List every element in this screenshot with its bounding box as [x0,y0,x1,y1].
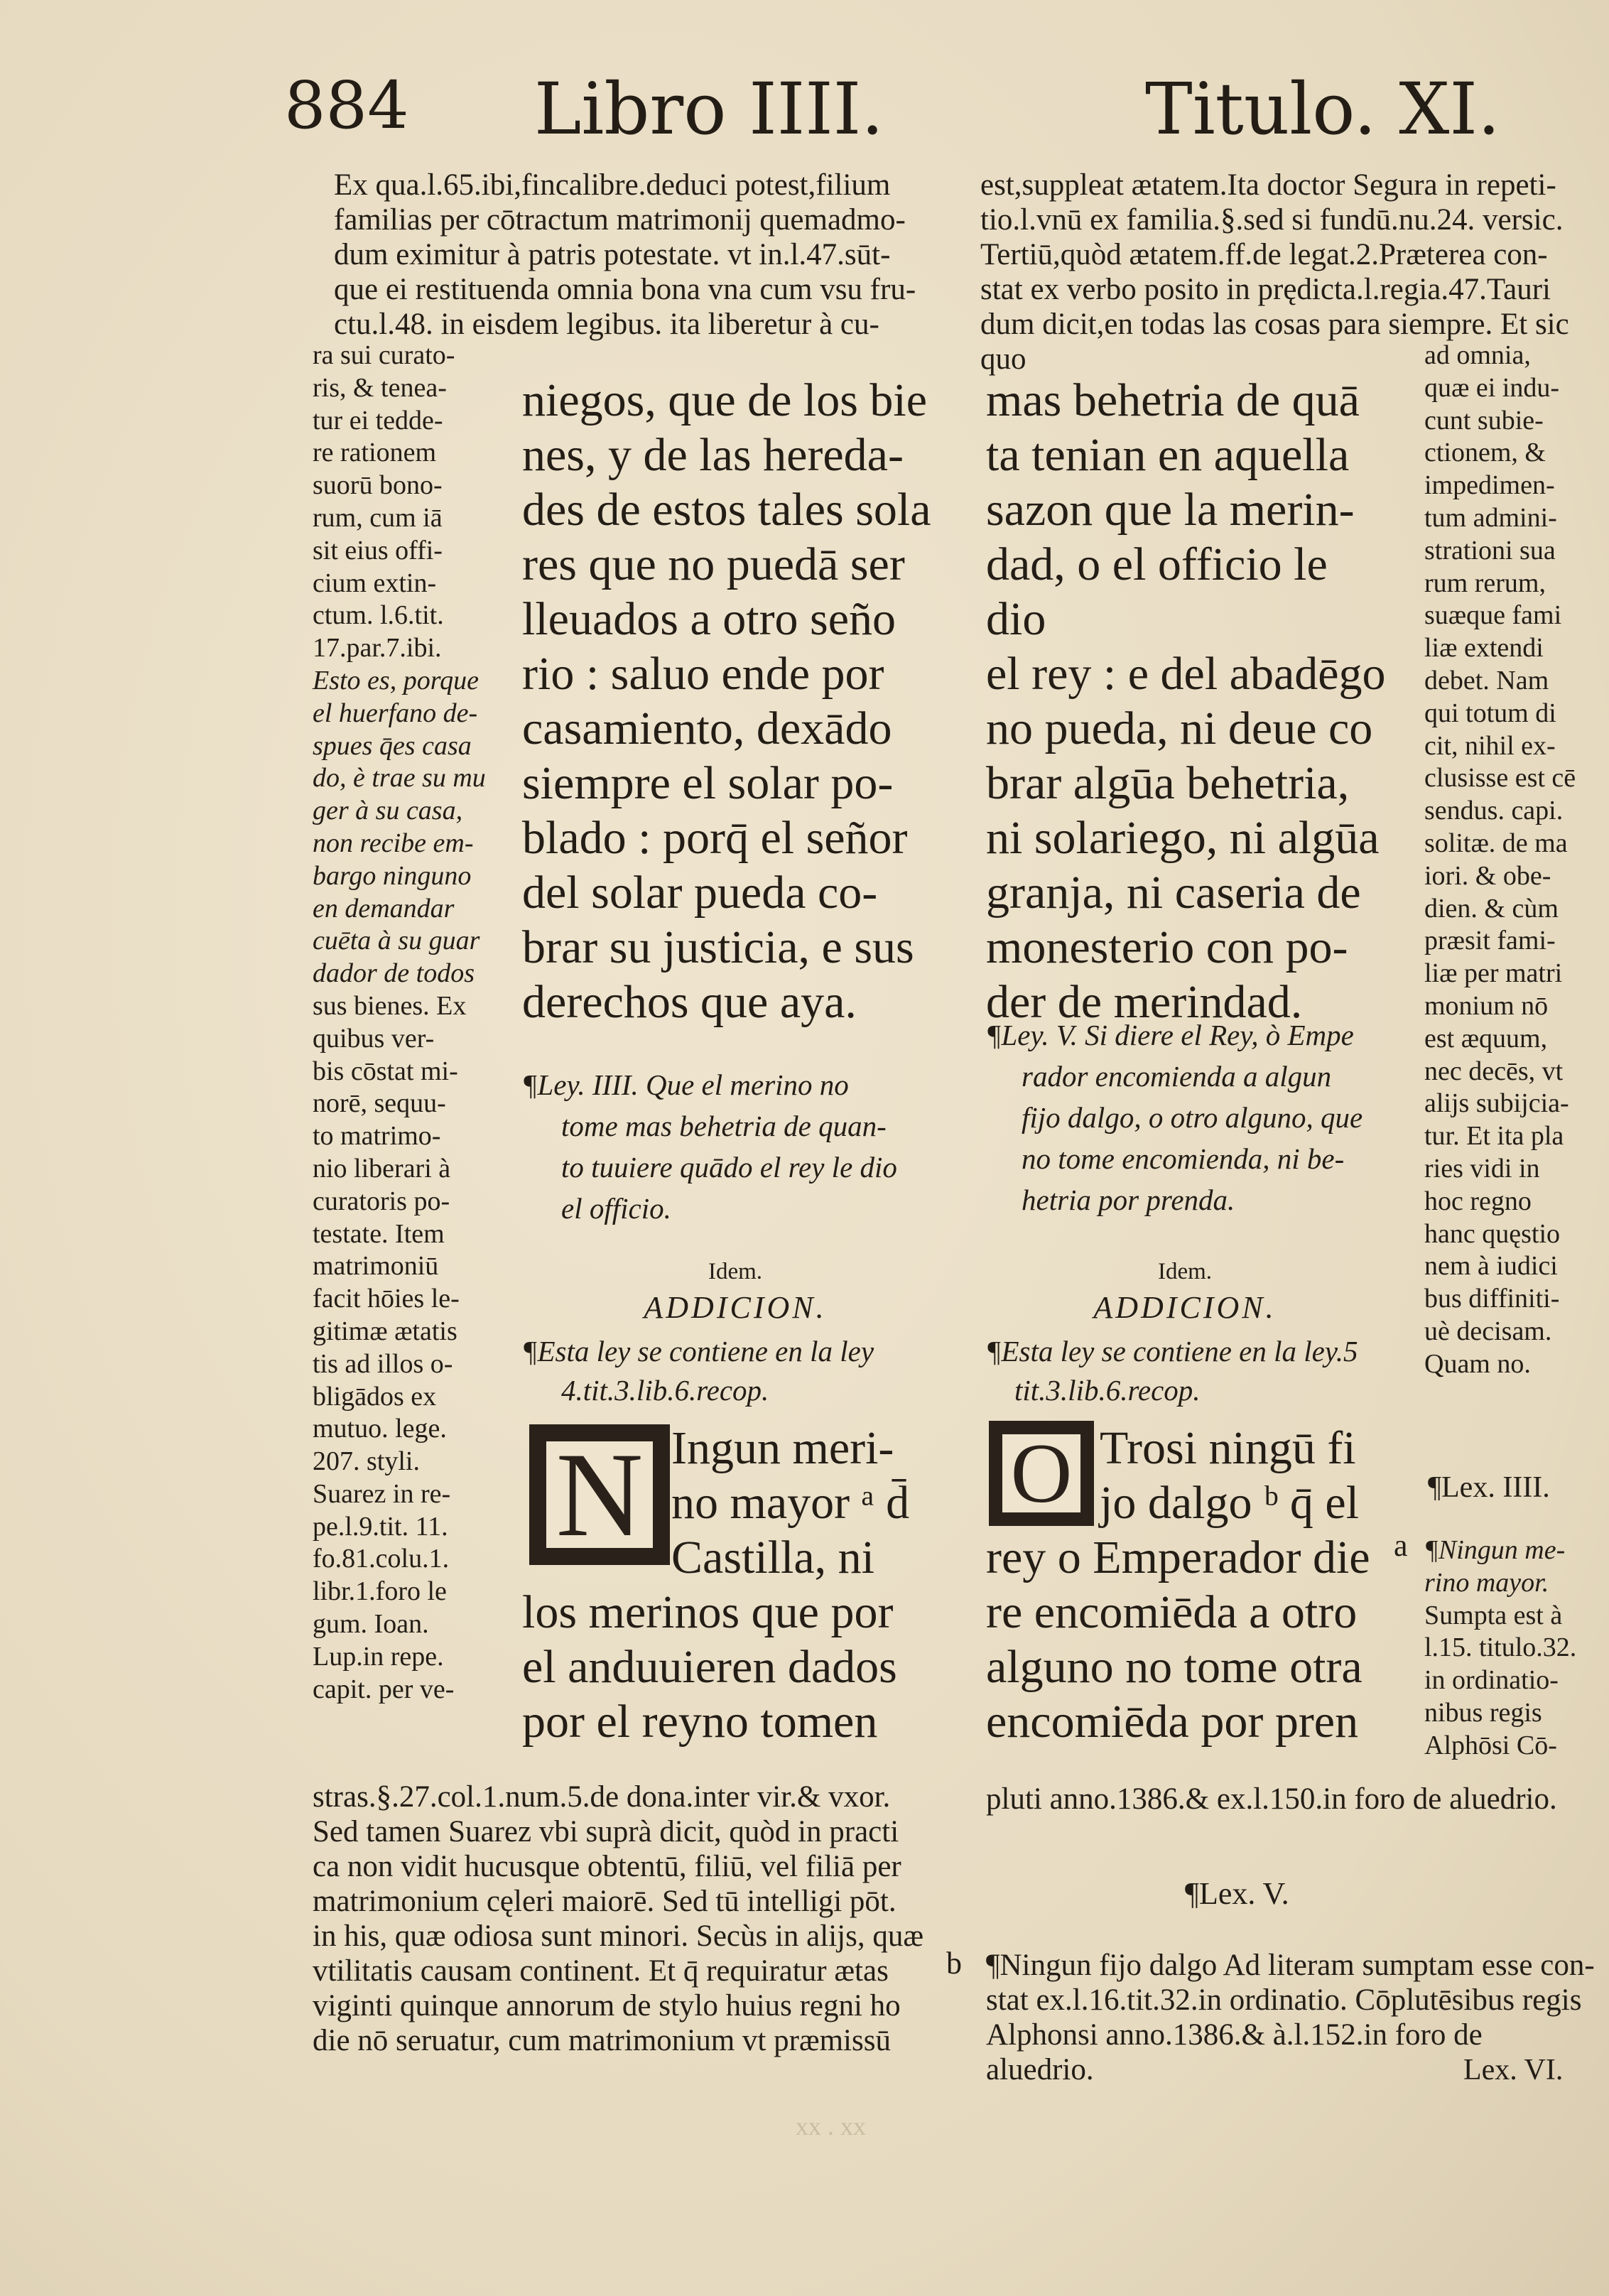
gloss-line: præsit fami- [1424,926,1556,956]
gloss-line: dien. & cùm [1424,893,1559,924]
gloss-line: Esto es, porque [313,665,479,695]
gloss-line: suorū bono- [313,470,443,501]
gloss-line: tis ad illos o- [313,1348,453,1379]
gloss-line: do, è trae su mu [313,763,486,794]
ley4-title [522,1064,948,1229]
ley4-title-line: el officio. [561,1192,671,1225]
gloss-line: nibus regis [1424,1697,1542,1728]
gloss-line: sendus. capi. [1424,796,1564,826]
law-line: Trosi ningū fi [1100,1422,1356,1474]
gloss-line: mutuo. lege. [313,1414,447,1444]
gloss-line: Alphōsi Cō- [1424,1730,1557,1760]
gloss-line: bus diffiniti- [1424,1284,1560,1314]
gloss-line: re rationem [313,438,437,468]
addicion-line: ¶Esta ley se contiene en la ley [522,1335,874,1368]
gloss-line: in his, quæ odiosa sunt minori. Secùs in alijs, quæ [313,1919,924,1953]
gloss-line: qui totum di [1424,698,1556,728]
gloss-right-bottom: pluti anno.1386.& ex.l.150.in foro de aluedrio. [986,1782,1557,1816]
ley4-title-line: to tuuiere quādo el rey le dio [561,1151,897,1184]
gloss-line: spues q̄es casa [313,730,472,761]
law-line: brar algūa behetria, [986,757,1350,809]
ley5-body [986,1421,1412,1749]
gloss-line: quibus ver- [313,1023,435,1054]
gloss-line: l.15. titulo.32. [1424,1632,1577,1663]
law-line: jo dalgo ᵇ q̄ el [1100,1477,1360,1529]
gloss-line: nem à iudici [1424,1251,1558,1282]
law-line: alguno no tome otra [986,1641,1362,1693]
law-line: del solar pueda co- [522,867,878,919]
law-line: niegos, que de los bie [522,374,928,426]
gloss-line: fo.81.colu.1. [313,1544,450,1574]
gloss-right-narrow [1424,340,1595,1381]
ley5-addicion-heading: ADDICION. [1093,1290,1277,1325]
law-line: por el reyno tomen [522,1696,878,1748]
gloss-line: suæque fami [1424,600,1562,631]
law-line: no pueda, ni deue co [986,703,1373,754]
ley5-addicion-text [986,1332,1412,1410]
gloss-line: to matrimo- [313,1121,441,1152]
ley5-title-line: ¶Ley. V. Si diere el Rey, ò Empe [986,1019,1354,1051]
law-line: des de estos tales sola [522,484,931,536]
gloss-line: nio liberari à [313,1153,451,1184]
gloss-line: ¶Ningun me- [1424,1535,1566,1565]
ley5-idem: Idem. [1157,1259,1213,1284]
law-line: siempre el solar po- [522,757,894,809]
gloss-line: stat ex verbo posito in prędicta.l.regia.47.Tauri [980,273,1551,306]
gloss-line: bargo ninguno [313,860,472,891]
law-line: nes, y de las hereda- [522,429,904,481]
gloss-line: norē, sequu- [313,1088,446,1119]
gloss-line: vtilitatis causam continent. Et q̄ requiratur ætas [313,1954,889,1988]
gloss-line: familias per cōtractum matrimonij quemadmo- [334,203,906,237]
law-line: los merinos que por [522,1586,894,1638]
gloss-line: cuēta à su guar [313,926,480,956]
gloss-line: stras.§.27.col.1.num.5.de dona.inter vir.& vxor. [313,1780,891,1814]
law-line: el anduuieren dados [522,1641,897,1693]
gloss-line: strationi sua [1424,535,1556,565]
footnote-marker-b: b [946,1946,962,1981]
gloss-line: rino mayor. [1424,1567,1549,1598]
addicion-line: 4.tit.3.lib.6.recop. [561,1374,769,1407]
law-line: rey o Emperador die [986,1532,1370,1583]
gloss-line: facit hōies le- [313,1284,460,1314]
gloss-line: non recibe em- [313,828,474,858]
law-line: res que no puedā ser [522,538,905,590]
gloss-line: solitæ. de ma [1424,828,1568,858]
addicion-line: tit.3.lib.6.recop. [1014,1374,1201,1407]
law-line: el rey : e del abadēgo [986,648,1386,700]
gloss-bottom-left [313,1780,945,2058]
gloss-line: Ex qua.l.65.ibi,fincalibre.deduci potest,filium [334,168,891,202]
gloss-line: alijs subijcia- [1424,1088,1569,1119]
law-line: derechos que aya. [522,976,857,1028]
gloss-line: sus bienes. Ex [313,990,467,1021]
gloss-line: dum dicit,en todas las cosas para siempre. Et sic quo [980,308,1569,376]
gloss-line: sit eius offi- [313,535,443,565]
gloss-line: el huerfano de- [313,698,478,728]
law-line: no mayor ᵃ d̄ [671,1477,910,1529]
gloss-line: tur. Et ita pla [1424,1121,1564,1152]
gloss-line: uè decisam. [1424,1316,1552,1346]
gloss-line: ger à su casa, [313,796,463,826]
gloss-line: stat ex.l.16.tit.32.in ordinatio. Cōplutēsibus regis [986,1983,1582,2017]
gloss-line: rum, cum iā [313,502,443,533]
gloss-line: 17.par.7.ibi. [313,633,442,664]
gloss-line: hanc quęstio [1424,1218,1561,1249]
gloss-line: ra sui curato- [313,340,455,370]
gloss-left-narrow [313,340,497,1706]
gloss-line: Alphonsi anno.1386.& à.l.152.in foro de aluedrio. [986,2018,1483,2086]
gloss-line: Sumpta est à [1424,1600,1563,1630]
gloss-line: ctu.l.48. in eisdem legibus. ita liberetur à cu- [334,308,879,341]
law-text-col1 [522,373,948,1029]
ley5-title-line: no tome encomienda, ni be- [1022,1142,1345,1175]
gloss-line: quæ ei indu- [1424,372,1559,403]
gloss-line: testate. Item [313,1218,445,1249]
gloss-line: matrimonium cęleri maiorē. Sed tū intelligi pōt. [313,1885,896,1918]
gloss-line: debet. Nam [1424,665,1549,695]
gloss-line: tur ei tedde- [313,405,443,435]
law-text-col2 [986,373,1398,1029]
gloss-line: viginti quinque annorum de stylo huius regni ho [313,1989,901,2022]
gloss-right-lower [1424,1534,1595,1762]
page-number: 884 [284,67,409,144]
gloss-line: pe.l.9.tit. 11. [313,1511,448,1542]
law-line: brar su justicia, e sus [522,921,914,973]
gloss-line: Quam no. [1424,1348,1531,1379]
gloss-line: cium extin- [313,568,437,598]
gloss-line: liæ per matri [1424,958,1563,989]
gloss-line: bligādos ex [313,1381,437,1412]
gloss-line: ca non vidit hucusque obtentū, filiū, vel filiā per [313,1850,901,1883]
law-line: casamiento, dexādo [522,703,892,754]
law-line: granja, ni caseria de [986,867,1361,919]
gloss-line: ctionem, & [1424,438,1546,468]
gloss-line: matrimoniū [313,1251,439,1282]
catchword: xx . xx [796,2112,866,2140]
title-heading: Titulo. XI. [1145,67,1500,151]
gloss-line: ¶Ningun fijo dalgo Ad literam sumptam esse con- [986,1949,1595,1982]
gloss-line: iori. & obe- [1424,860,1551,891]
law-line: ta tenian en aquella [986,429,1350,481]
gloss-line: que ei restituenda omnia bona vna cum vsu fru- [334,273,916,306]
gloss-line: Lup.in repe. [313,1641,444,1672]
gloss-line: monium nō [1424,990,1549,1021]
gloss-line: in ordinatio- [1424,1665,1559,1696]
gloss-line: hoc regno [1424,1186,1532,1216]
gloss-line: capit. per ve- [313,1674,455,1704]
ley4-addicion-heading: ADDICION. [644,1290,827,1325]
gloss-line: nec decēs, vt [1424,1056,1564,1086]
law-line: der de merindad. [986,976,1303,1028]
lex4-label: ¶Lex. IIII. [1428,1471,1550,1504]
gloss-line: Suarez in re- [313,1478,451,1509]
law-line: lleuados a otro seño [522,593,896,645]
ley5-title-line: fijo dalgo, o otro alguno, que [1022,1101,1363,1134]
law-line: mas behetria de quā [986,374,1360,426]
gloss-line: ad omnia, [1424,340,1531,370]
footnote-marker-a: a [1394,1528,1408,1563]
gloss-line: rum rerum, [1424,568,1546,598]
gloss-line: ctum. l.6.tit. [313,600,444,631]
dropcap-letter: N [546,1441,653,1548]
law-line: dad, o el officio le dio [986,538,1328,645]
ley4-idem: Idem. [708,1259,763,1284]
law-line: rio : saluo ende por [522,648,884,700]
law-line: Castilla, ni [671,1532,874,1583]
law-line: Ingun meri- [671,1422,894,1474]
gloss-line: curatoris po- [313,1186,450,1216]
law-line: ni solariego, ni algūa [986,812,1380,864]
gloss-line: cit, nihil ex- [1424,730,1556,761]
gloss-line: Sed tamen Suarez vbi suprà dicit, quòd in practi [313,1815,899,1848]
gloss-line: est æquum, [1424,1023,1548,1054]
law-line: sazon que la merin- [986,484,1355,536]
gloss-line: libr.1.foro le [313,1576,447,1607]
ley4-title-line: tome mas behetria de quan- [561,1110,887,1142]
gloss-line: dador de todos [313,958,475,989]
ley4-body [522,1421,948,1749]
law-line: blado : porq̄ el señor [522,812,908,864]
dropcap-letter: O [1002,1434,1080,1512]
ley4-title-line: ¶Ley. IIII. Que el merino no [522,1068,849,1101]
gloss-line: tum admini- [1424,502,1557,533]
gloss-line: die nō seruatur, cum matrimonium vt præmissū [313,2024,891,2057]
lex6-label: Lex. VI. [1463,2054,1564,2086]
gloss-line: tio.l.vnū ex familia.§.sed si fundū.nu.24. versic. [980,203,1564,237]
gloss-line: liæ extendi [1424,633,1544,664]
ley5-title-line: rador encomienda a algun [1022,1060,1332,1093]
gloss-line: ries vidi in [1424,1153,1540,1184]
gloss-line: gitimæ ætatis [313,1316,457,1346]
gloss-line: clusisse est cē [1424,763,1576,794]
book-heading: Libro IIII. [534,67,884,151]
ley5-title [986,1014,1405,1220]
law-line: monesterio con po- [986,921,1348,973]
gloss-line: ris, & tenea- [313,372,447,403]
gloss-line: Tertiū,quòd ætatem.ff.de legat.2.Præterea con- [980,238,1548,271]
law-line: re encomiēda a otro [986,1586,1358,1638]
gloss-line: gum. Ioan. [313,1609,429,1640]
gloss-line: 207. styli. [313,1446,420,1477]
gloss-line: en demandar [313,893,455,924]
gloss-line: dum eximitur à patris potestate. vt in.l.47.sūt- [334,238,891,271]
ley4-addicion-text [522,1332,948,1410]
gloss-top-left [334,168,959,342]
gloss-line: bis cōstat mi- [313,1056,458,1086]
gloss-line: impedimen- [1424,470,1555,501]
gloss-line: est,suppleat ætatem.Ita doctor Segura in repeti- [980,168,1556,202]
gloss-line: cunt subie- [1424,405,1544,435]
addicion-line: ¶Esta ley se contiene en la ley.5 [986,1335,1358,1368]
law-line: encomiēda por pren [986,1696,1359,1748]
ley5-title-line: hetria por prenda. [1022,1184,1235,1216]
lex5-label: ¶Lex. V. [1185,1876,1289,1911]
